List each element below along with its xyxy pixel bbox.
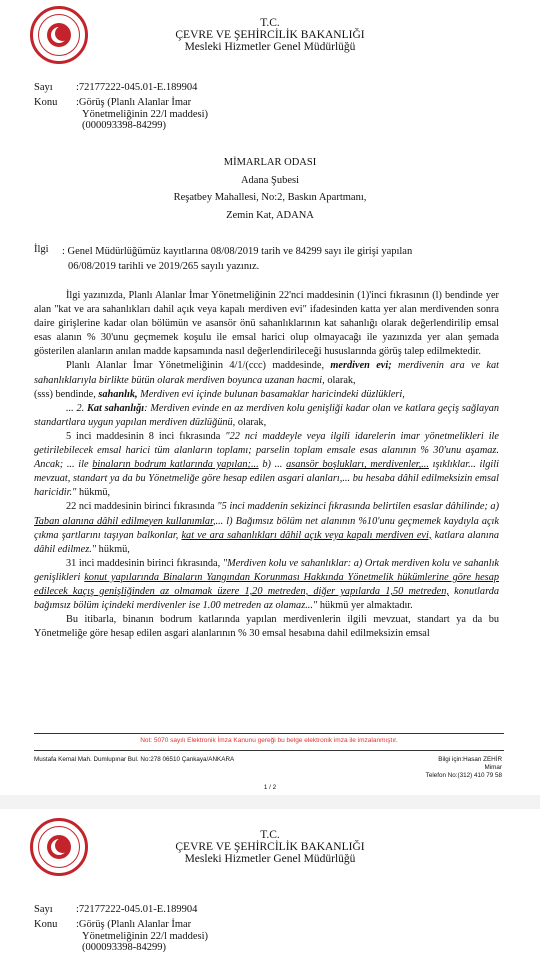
recipient-line-2: Adana Şubesi — [240, 174, 300, 186]
header-directorate: Mesleki Hizmetler Genel Müdürlüğü — [184, 853, 356, 865]
paragraph-1: İlgi yazınızda, Planlı Alanlar İmar Yönetmeliğinin 22'nci maddesinin (1)'inci fıkrasının (l) bendinde yer alan "kat ve ara sahanlıkları dahil açık veya kapalı merdiven evi" ifadesinden katta yer alan merdivenden sonra daire girişlerine kadar olan bölümün ve asansör önü sahanlıklarının kat sahanlığı olarak değerlendirilip emsal esas alanın % 30'unu geçmemek koşulu ile emsal harici olup olmayacağı ile yazınızda yer alan şemada gösterilen alanların anılan madde kapsamında nasıl değerlendirileceği hususlarında görüş talep edilmektedir. — [34, 290, 499, 358]
meta-sayi-value: :72177222-045.01-E.189904 — [76, 82, 198, 93]
meta-konu-value — [76, 97, 208, 132]
meta-sayi-label: Sayı — [34, 904, 53, 915]
header-directorate: Mesleki Hizmetler Genel Müdürlüğü — [184, 41, 356, 53]
page-number: 1 / 2 — [263, 784, 277, 791]
recipient-line-1: MİMARLAR ODASI — [223, 157, 317, 168]
recipient-line-4: Zemin Kat, ADANA — [226, 209, 314, 221]
ilgi-label: İlgi — [34, 244, 49, 255]
paragraph-5: 5 inci maddesinin 8 inci fıkrasında "22 nci maddeyle veya ilgili idarelerin imar yönetmelikleri ile getirilebilecek emsal harici tüm alanların toplamı; parselin toplam emsale esas alanının % 30'unu aşamaz. Ancak; ... ile binaların bodrum katlarında yapılan;... b) ... asansör boşlukları, merdivenler,... ışıklıklar... ilgili mevzuat, standart ya da bu Yönetmeliğe göre hesap edilen asgari alanları,... bu hesaba dâhil edilmeksizin emsal haricidir." hükmü, — [34, 430, 499, 499]
konu-line-1: :Görüş (Planlı Alanlar İmar — [76, 97, 192, 108]
divider-bottom — [34, 750, 504, 751]
header-ministry: ÇEVRE VE ŞEHİRCİLİK BAKANLIĞI — [175, 841, 365, 853]
page1-header — [140, 17, 400, 53]
page-gap — [0, 795, 540, 809]
header-ministry: ÇEVRE VE ŞEHİRCİLİK BAKANLIĞI — [175, 29, 365, 41]
header-tc: T.C. — [260, 829, 280, 841]
footer-contact — [380, 756, 502, 780]
ministry-seal-logo-page2 — [30, 818, 88, 876]
konu-line-1: :Görüş (Planlı Alanlar İmar — [76, 919, 192, 930]
contact-title: Mimar — [484, 764, 502, 771]
konu-line-3: (000093398-84299) — [82, 942, 166, 953]
recipient-address — [120, 154, 420, 224]
meta-konu-label: Konu — [34, 919, 58, 930]
paragraph-8: Bu itibarla, binanın bodrum katlarında yapılan merdivenlerin ilgili mevzuat, standart ya da bu Yönetmeliğe göre hesap edilen asgari alanlarının % 30 emsal hesabına dahil edilmeksizin emsal — [34, 614, 499, 640]
paragraph-4: ... 2. Kat sahanlığı: Merdiven evinde en az merdiven kolu genişliği kadar olan ve katlara geçiş sağlayan standartlara uygun yapılan merdiven düzlüğünü, olarak, — [34, 402, 499, 428]
divider-top — [34, 733, 504, 734]
header-tc: T.C. — [260, 17, 280, 29]
ilgi-text — [62, 244, 502, 274]
meta-sayi-value: :72177222-045.01-E.189904 — [76, 904, 198, 915]
meta-sayi-label: Sayı — [34, 82, 53, 93]
contact-name: Bilgi için:Hasan ZEHİR — [438, 756, 502, 763]
ministry-seal-logo — [30, 6, 88, 64]
konu-line-3: (000093398-84299) — [82, 120, 166, 131]
contact-phone: Telefon No:(312) 410 79 58 — [425, 772, 502, 779]
meta-konu-value — [76, 919, 208, 954]
footer-address: Mustafa Kemal Mah. Dumlupınar Bul. No:278 06510 Çankaya/ANKARA — [34, 756, 235, 763]
konu-line-2: Yönetmeliğinin 22/l maddesi) — [82, 930, 208, 942]
paragraph-7: 31 inci maddesinin birinci fıkrasında, "Merdiven kolu ve sahanlıklar: a) Ortak merdiven kolu ve sahanlık genişlikleri konut yapılarında Binaların Yangından Korunması Hakkında Yönetmelik hükümlerine göre hesap edilecek kaçış genişliğinden az olmamak üzere 1,20 metreden, diğer yapılarda 1,50 metreden, konutlarda bağımsız bölüm içindeki merdivenler ise 1.00 metreden az olamaz..." hükmü yer almaktadır. — [34, 557, 499, 612]
paragraph-2: Planlı Alanlar İmar Yönetmeliğinin 4/1/(ccc) maddesinde, merdiven evi; merdivenin ara ve kat sahanlıklarıyla birlikte bütün olarak merdiven boyunca uzanan hacmi, olarak, — [34, 360, 500, 386]
e-signature-note: Not: 5070 sayılı Elektronik İmza Kanunu gereği bu belge elektronik imza ile imzalanmıştır. — [140, 737, 398, 744]
letter-body — [34, 289, 499, 641]
page2-header — [140, 829, 400, 865]
paragraph-6: 22 nci maddesinin birinci fıkrasında "5 inci maddenin sekizinci fıkrasında belirtilen esaslar dâhilinde; a) Taban alanına dâhil edilmeyen kullanımlar,... l) Bağımsız bölüm net alanının %10'unu geçmemek kaydıyla açık çıkma şartlarını taşıyan balkonlar, kat ve ara sahanlıkları dâhil açık veya kapalı merdiven evi, katlara alanına dâhil edilmez." hükmü, — [34, 501, 500, 555]
ilgi-line-1: : Genel Müdürlüğümüz kayıtlarına 08/08/2019 tarih ve 84299 sayı ile girişi yapılan — [62, 246, 413, 257]
meta-konu-label: Konu — [34, 97, 58, 108]
konu-line-2: Yönetmeliğinin 22/l maddesi) — [82, 108, 208, 120]
paragraph-3: (sss) bendinde, sahanlık, Merdiven evi içinde bulunan basamaklar haricindeki düzlükleri, — [34, 388, 405, 400]
recipient-line-3: Reşatbey Mahallesi, No:2, Baskın Apartmanı, — [173, 192, 367, 203]
ilgi-line-2: 06/08/2019 tarihli ve 2019/265 sayılı yazınız. — [68, 261, 260, 272]
